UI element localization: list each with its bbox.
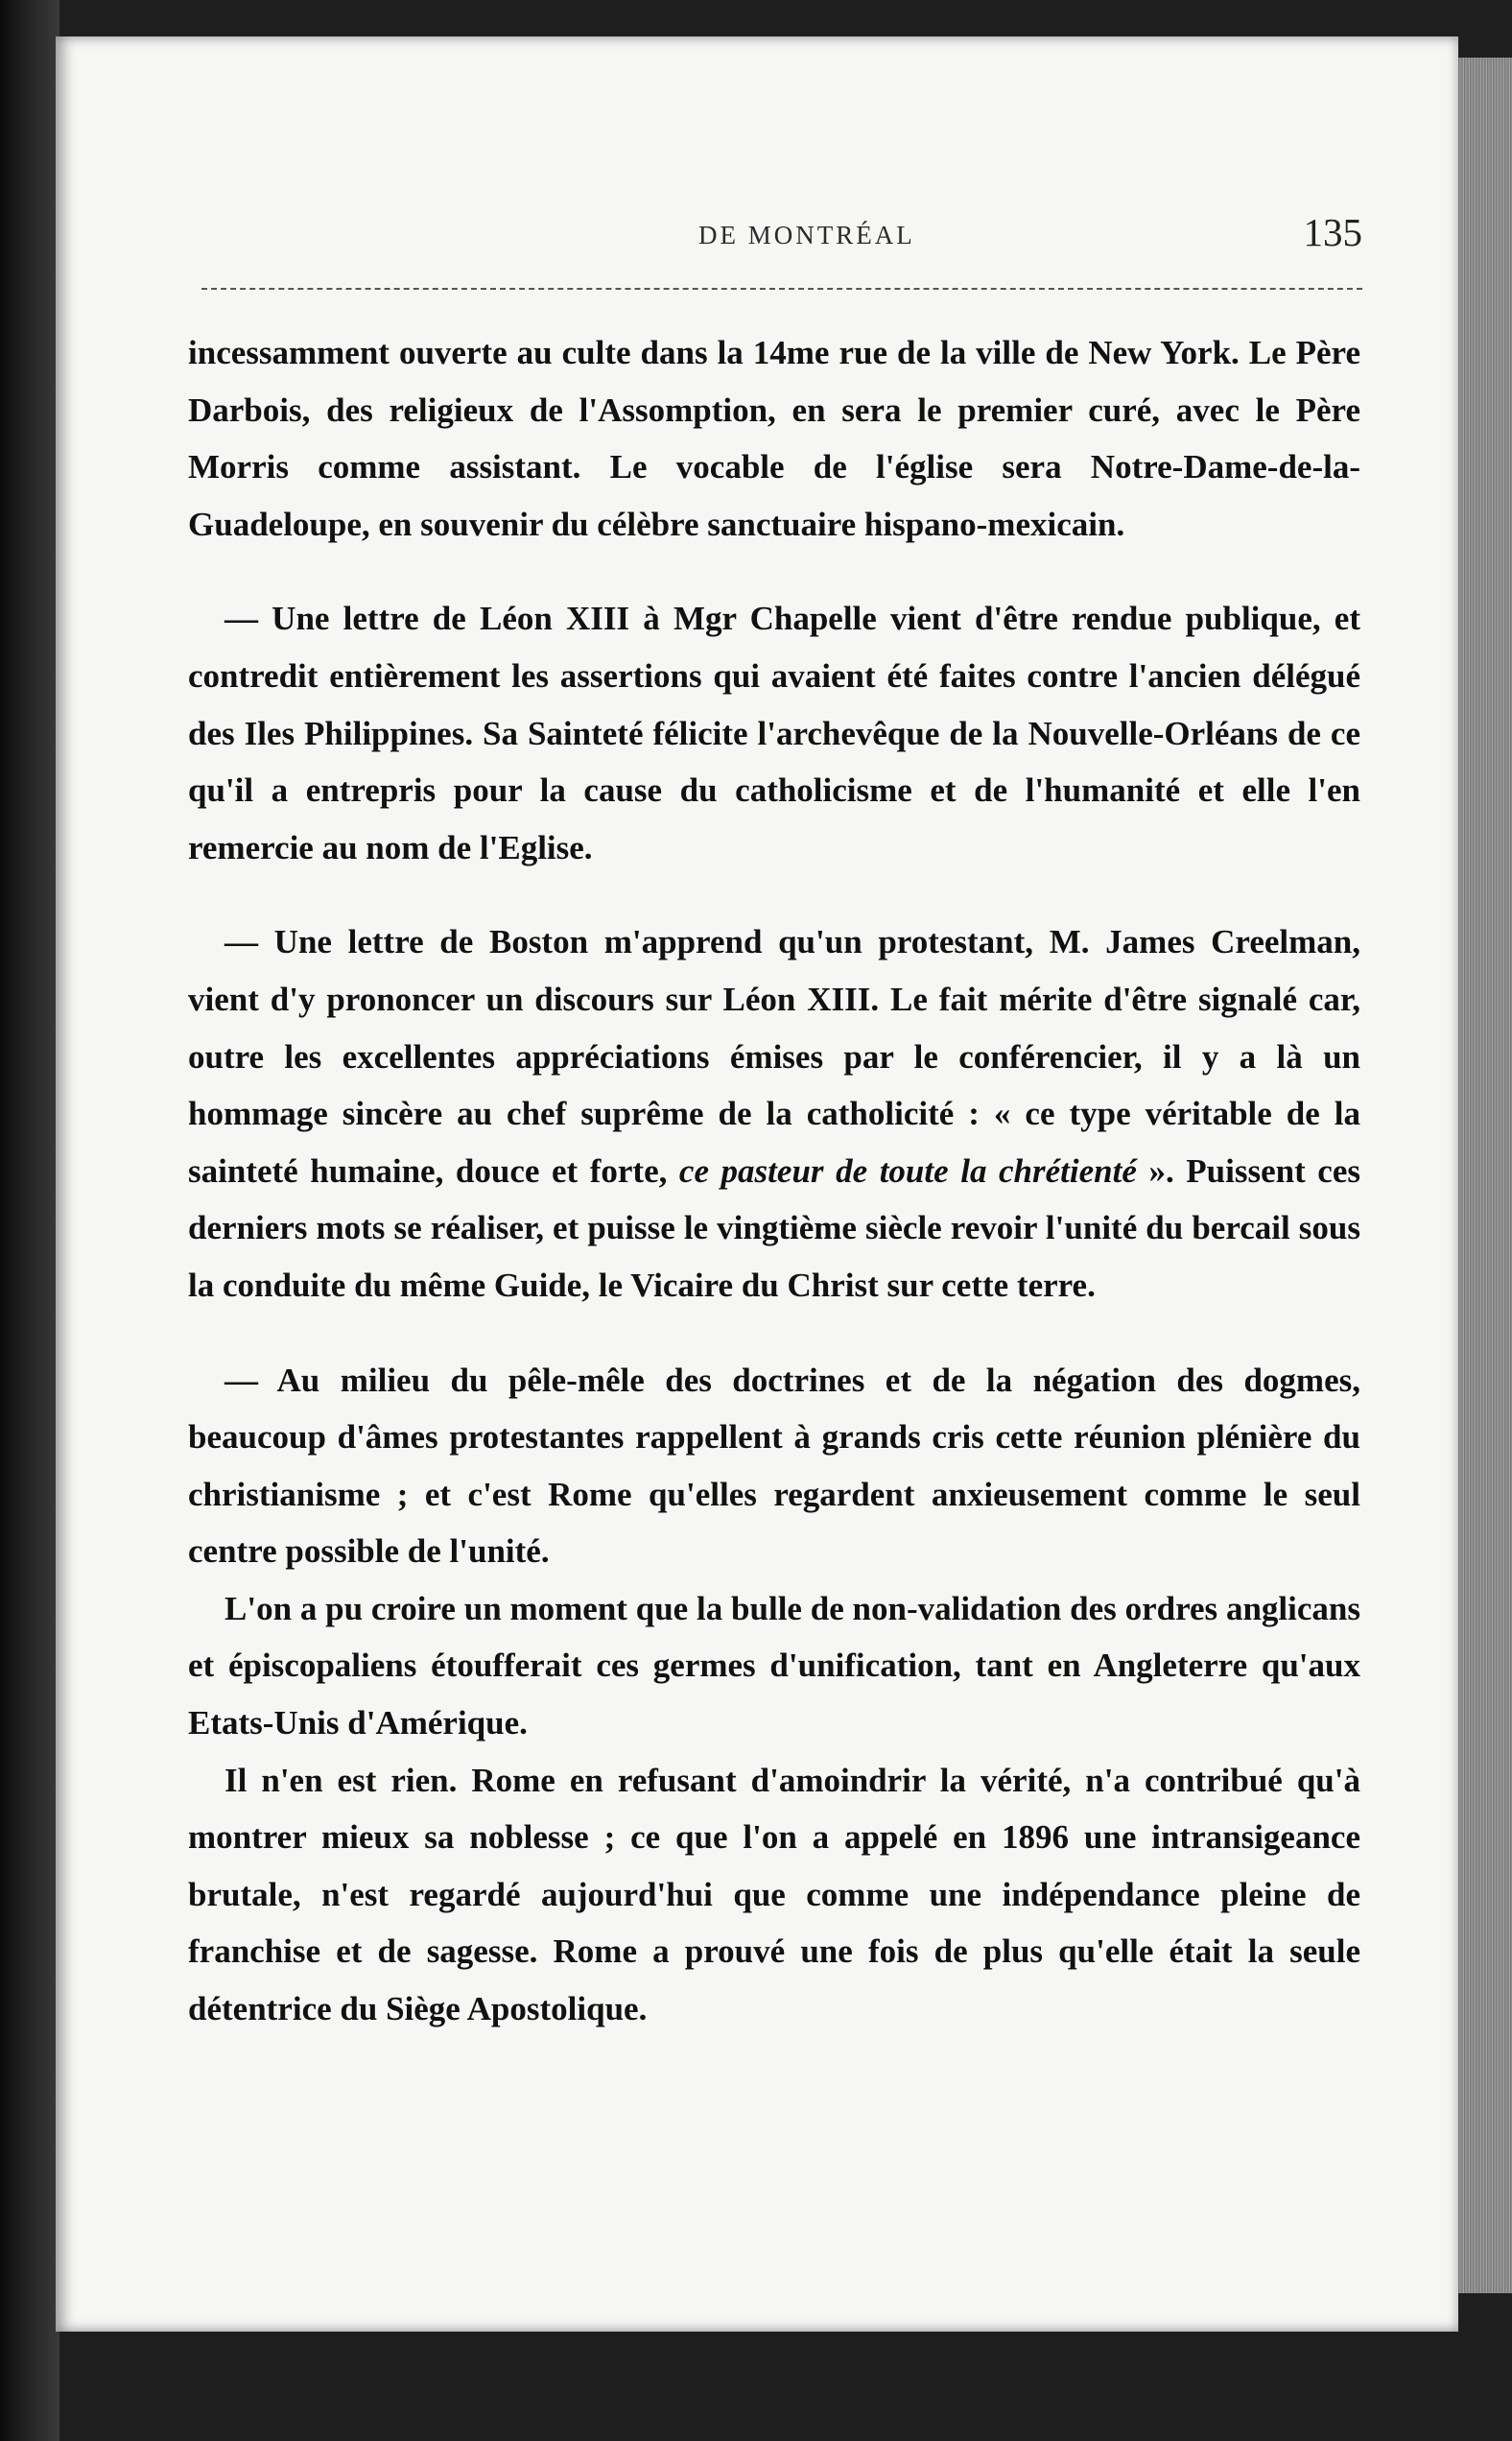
page-body <box>188 324 1360 2038</box>
paragraph-3-text-before: — Une lettre de Boston m'apprend qu'un protestant, M. James Creelman, vient d'y prononcer un discours sur Léon XIII. Le fait mérite d'être signalé car, outre les excellentes appréciations émises par le conférencier, il y a là un hommage sincère au chef suprême de la catholicité : « ce type véritable de la sainteté humaine, douce et forte, <box>188 923 1360 1190</box>
page-header <box>201 180 1362 257</box>
header-rule <box>201 288 1362 290</box>
running-head: DE MONTRÉAL <box>698 221 915 249</box>
paragraph-4: — Au milieu du pêle-mêle des doctrines et de la négation des dogmes, beaucoup d'âmes protestantes rappellent à grands cris cette réunion plénière du christianisme ; et c'est Rome qu'elles regardent anxieusement comme le seul centre possible de l'unité. <box>188 1361 1360 1571</box>
paragraph-3-text-after: ». Puissent ces derniers mots se réaliser, et puisse le vingtième siècle revoir l'unité du bercail sous la conduite du même Guide, le Vicaire du Christ sur cette terre. <box>188 1151 1360 1304</box>
page-edges-stack <box>1458 58 1512 2293</box>
paragraph-2: — Une lettre de Léon XIII à Mgr Chapelle vient d'être rendue publique, et contredit entièrement les assertions qui avaient été faites contre l'ancien délégué des Iles Philippines. Sa Sainteté félicite l'archevêque de la Nouvelle-Orléans de ce qu'il a entrepris pour la cause du catholicisme et de l'humanité et elle l'en remercie au nom de l'Eglise. <box>188 600 1360 866</box>
paragraph-6: Il n'en est rien. Rome en refusant d'amoindrir la vérité, n'a contribué qu'à montrer mieux sa noblesse ; ce que l'on a appelé en 1896 une intransigeance brutale, n'est regardé aujourd'hui que comme une indépendance pleine de franchise et de sagesse. Rome a prouvé une fois de plus qu'elle était la seule détentrice du Siège Apostolique. <box>188 1761 1360 2028</box>
paragraph-1: incessamment ouverte au culte dans la 14me rue de la ville de New York. Le Père Darbois, des religieux de l'Assomption, en sera le premier curé, avec le Père Morris comme assistant. Le vocable de l'église sera Notre-Dame-de-la-Guadeloupe, en souvenir du célèbre sanctuaire hispano-mexicain. <box>188 334 1360 543</box>
paragraph-3-italic-quote: ce pasteur de toute la chrétienté <box>678 1151 1137 1190</box>
book-page <box>56 36 1458 2332</box>
book-binding-shadow <box>0 0 59 2441</box>
paragraph-3 <box>188 913 1360 1314</box>
page-number: 135 <box>1303 210 1362 254</box>
paragraph-5: L'on a pu croire un moment que la bulle de non-validation des ordres anglicans et épiscopaliens étoufferait ces germes d'unification, tant en Angleterre qu'aux Etats-Unis d'Amérique. <box>188 1589 1360 1742</box>
